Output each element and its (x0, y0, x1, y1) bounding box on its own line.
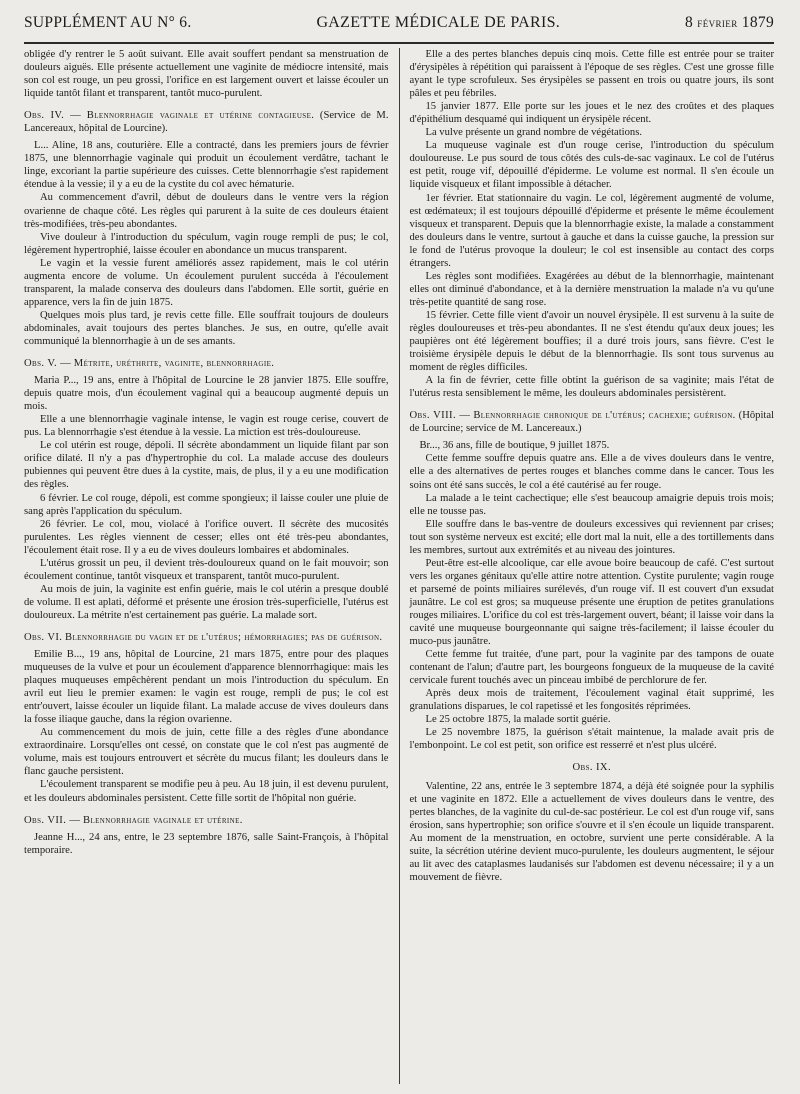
body-paragraph: Cette femme souffre depuis quatre ans. Elle a de vives douleurs dans le ventre, elle a des alternatives de pertes rouges et blanches comme dans le cancer. Tous les soins ont été sans succès, le col a été cautérisé au fer rouge. (409, 453, 774, 491)
issue-date (685, 14, 774, 32)
body-paragraph: Vive douleur à l'introduction du spéculum, vagin rouge rempli de pus; le col, légèrement hypertrophié, laisse écouler en abondance un mucus transparent. (24, 231, 389, 256)
observation-heading: Obs. IX. (572, 762, 611, 774)
supplement-label: SUPPLÉMENT AU N° 6. (24, 14, 192, 31)
body-paragraph: Cette femme fut traitée, d'une part, pour la vaginite par des tampons de ouate contenant de l'alun; d'autre part, les bourgeons fongueux de la muqueuse de la cavité cervicale furent touchés avec un pinceau imbibé de perchlorure de fer. (409, 649, 774, 687)
body-paragraph: Le col utérin est rouge, dépoli. Il sécrète abondamment un liquide filant par son orifice dilaté. Il n'y a pas d'hypertrophie du col. La malade accuse des douleurs pubiennes qui peuvent être dues à la cystite, mais, de plus, il y a eu une modification des règles. (24, 440, 389, 491)
issue-month: février (697, 15, 738, 30)
body-paragraph: Après deux mois de traitement, l'écoulement vaginal était supprimé, les granulations disparues, le col rapetissé et les fongosités réprimées. (409, 688, 774, 713)
body-paragraph: 1er février. Etat stationnaire du vagin. Le col, légèrement augmenté de volume, est œdémateux; il est toujours dépouillé d'épiderme et présente le même écoulement visqueux et transparent. Depuis que la blennorrhagie existe, la malade a constamment des douleurs dans le ventre, surtout à gauche et dans la cuisse gauche, la pression sur le fond de l'utérus provoque la douleur; le col est insensible au contact des corps étrangers. (409, 192, 774, 269)
issue-day: 8 (685, 14, 694, 31)
case-intro-paragraph: Maria P..., 19 ans, entre à l'hôpital de Lourcine le 28 janvier 1875. Elle souffre, depuis quatre mois, d'un écoulement vaginal qui a beaucoup augmenté depuis un mois. (24, 375, 389, 413)
body-paragraph: Elle a une blennorrhagie vaginale intense, le vagin est rouge cerise, couvert de pus. La blennorrhagie s'est étendue à la vessie. La miction est très-douloureuse. (24, 414, 389, 439)
observation-number: Obs. VIII. — (409, 410, 471, 422)
observation-service: (Hôpital de Lourcine; service de M. Lancereaux.) (409, 410, 774, 435)
body-paragraph: 15 janvier 1877. Elle porte sur les joues et le nez des croûtes et des plaques d'épithélium desquamé qui indiquent un érysipèle récent. (409, 101, 774, 126)
observation-number: Obs. VII. — (24, 814, 81, 826)
article-columns (24, 48, 774, 1084)
observation-title: Blennorrhagie vaginale et utérine contagieuse. (86, 110, 315, 122)
body-paragraph: L'utérus grossit un peu, il devient très-douloureux quand on le fait mouvoir; son écoulement continue, tantôt visqueux et transparent, tantôt muco-purulent. (24, 557, 389, 582)
case-intro-paragraph: Emilie B..., 19 ans, hôpital de Lourcine, 21 mars 1875, entre pour des plaques muqueuses de la vulve et pour un écoulement d'apparence blennorrhagique: mais les plaques muqueuses empêchèrent pendant un mois l'introduction du spéculum. En avril eut lieu le premier examen: le vagin est rouge, rempli de pus; le col est entr'ouvert, laisse écouler un liquide filant. La malade accuse de vives douleurs dans la fosse iliaque gauche, dans la région ovarienne. (24, 649, 389, 726)
body-paragraph: La muqueuse vaginale est d'un rouge cerise, l'introduction du spéculum douloureuse. Le pus sourd de tous côtés des culs-de-sac vaginaux. Le col de l'utérus est petit, rouge vif, dépouillé d'épiderme. Le volume est normal. Il s'en écoule un liquide visqueux et filant impossible à détacher. (409, 140, 774, 191)
body-paragraph: A la fin de février, cette fille obtint la guérison de sa vaginite; mais l'état de l'utérus resta sensiblement le même, les douleurs abdominales persistèrent. (409, 375, 774, 400)
body-paragraph: Au commencement d'avril, début de douleurs dans le ventre vers la région ovarienne de chaque côté. Les règles qui parurent à la suite de ces douleurs étaient très-modifiées, très-peu abondantes. (24, 192, 389, 230)
observation-title: Blennorrhagie vaginale et utérine. (82, 814, 243, 826)
journal-title: GAZETTE MÉDICALE DE PARIS. (316, 14, 561, 31)
header-rule (24, 42, 774, 44)
body-paragraph: Le 25 novembre 1875, la guérison s'était maintenue, la malade avait pris de l'embonpoint. Le col est petit, son orifice est resserré et n'est plus ulcéré. (409, 727, 774, 752)
body-paragraph: Au mois de juin, la vaginite est enfin guérie, mais le col utérin a presque doublé de volume. Il est aplati, déformé et présente une érosion très-superficielle, l'utérus est douloureux. La métrite n'est certainement pas guérie. La malade sort. (24, 583, 389, 621)
observation-heading (24, 631, 389, 644)
observation-number: Obs. IV. — (24, 110, 82, 122)
body-paragraph: La malade a le teint cachectique; elle s'est beaucoup amaigrie depuis trois mois; elle ne tousse pas. (409, 492, 774, 517)
observation-heading (24, 357, 389, 370)
body-paragraph: La vulve présente un grand nombre de végétations. (425, 127, 642, 139)
observation-heading (409, 409, 774, 435)
body-paragraph: obligée d'y rentrer le 5 août suivant. Elle avait souffert pendant sa menstruation de douleurs aiguës. Elle présente actuellement une vaginite de médiocre intensité, mais son col est rouge, un peu grossi, l'orifice en est largement ouvert et laisse écouler un liquide tantôt filant et transparent, tantôt muco-purulent. (24, 49, 389, 100)
body-paragraph: 6 février. Le col rouge, dépoli, est comme spongieux; il laisse couler une pluie de sang après l'application du spéculum. (24, 492, 389, 517)
case-intro-paragraph: Jeanne H..., 24 ans, entre, le 23 septembre 1876, salle Saint-François, à l'hôpital temporaire. (24, 831, 389, 856)
body-paragraph: Au commencement du mois de juin, cette fille a des règles d'une abondance extraordinaire. Lorsqu'elles ont cessé, on constate que le col n'est pas augmenté de volume, mais est toujours entrouvert et sécrète du mucus filant; les douleurs dans le flanc gauche persistent. (24, 727, 389, 778)
body-paragraph: Le 25 octobre 1875, la malade sortit guérie. (425, 714, 611, 726)
observation-service: (Service de M. Lancereaux, hôpital de Lourcine). (24, 110, 389, 135)
observation-number: Obs. VI. (24, 631, 63, 643)
right-column (399, 48, 774, 1084)
body-paragraph: Elle souffre dans le bas-ventre de douleurs excessives qui reviennent par crises; tout son système nerveux est excité; elle dort mal la nuit, elle a des tortillements dans les membres, surtout aux extrémités et au niveau des jointures. (409, 518, 774, 556)
observation-heading (24, 109, 389, 135)
observation-heading (24, 814, 389, 827)
observation-title: Blennorrhagie du vagin et de l'utérus; hémorrhagies; pas de guérison. (65, 631, 383, 643)
observation-title: Métrite, uréthrite, vaginite, blennorrhagie. (73, 358, 275, 370)
body-paragraph: 26 février. Le col, mou, violacé à l'orifice ouvert. Il sécrète des mucosités purulentes. Les règles viennent de cesser; elles ont été très-peu abondantes, l'écoulement était rose. Il y a eu de vives douleurs lombaires et abdominales. (24, 518, 389, 556)
body-paragraph: Valentine, 22 ans, entrée le 3 septembre 1874, a déjà été soignée pour la syphilis et une vaginite en 1872. Elle a actuellement de vives douleurs dans le ventre, des pertes blanches, de la vaginite du cul-de-sac postérieur. Le col est d'un rouge vif, sans érosion, sans hypertrophie; son orifice s'ouvre et il s'en écoule un liquide transparent. Au moment de la menstruation, en octobre, survient une perte considérable. A la suite, la sécrétion utérine devient muco-purulente, les douleurs augmentent, le séjour au lit avec des cataplasmes laudanisés sur l'abdomen est devenu nécessaire; il y a un mouvement de fièvre. (409, 780, 774, 883)
issue-year: 1879 (741, 14, 774, 31)
case-intro-paragraph: L... Aline, 18 ans, couturière. Elle a contracté, dans les premiers jours de février 1875, une blennorrhagie vaginale qui produit un écoulement verdâtre, tachant le linge, excoriant la partie supérieure des cuisses. Cette blennorrhagie s'est rapidement étendue à la vessie; il y a eu de la cystite du col avec hématurie. (24, 140, 389, 191)
case-intro-paragraph: Br..., 36 ans, fille de boutique, 9 juillet 1875. (419, 440, 610, 452)
body-paragraph: Peut-être est-elle alcoolique, car elle avoue boire beaucoup de café. C'est surtout vers les organes génitaux qu'elle attire notre attention. Cystite purulente; vagin rouge et parsemé de points miliaires surélevés, d'un rouge vif. Il est couvert d'un exsudat jaunâtre. Le col est gros; sa muqueuse présente une éruption de petites granulations rouges miliaires. L'orifice du col est très-largement ouvert, béant; il laisse voir dans la cavité une muqueuse bourgeonnante qui saigne très-facilement; il laisse écouler du muco-pus jaunâtre. (409, 557, 774, 648)
observation-title: Blennorrhagie chronique de l'utérus; cachexie; guérison. (473, 410, 736, 422)
page-header (24, 14, 774, 38)
body-paragraph: Elle a des pertes blanches depuis cinq mois. Cette fille est entrée pour se traiter d'érysipèles à répétition qui paraissent à l'époque de ses règles. C'est une grosse fille ayant le type scrofuleux. Ses érysipèles se passent en trois ou quatre jours, ils sont pâles et peu fébriles. (409, 49, 774, 100)
body-paragraph: Les règles sont modifiées. Exagérées au début de la blennorrhagie, maintenant elles ont diminué d'abondance, et à la dernière menstruation la malade n'a vu qu'une très-petite quantité de sang rose. (409, 270, 774, 308)
body-paragraph: Le vagin et la vessie furent améliorés assez rapidement, mais le col utérin augmenta encore de volume. Un écoulement purulent succéda à l'écoulement transparent, la malade conserva des douleurs dans l'abdomen. Elle sortit, guérie en apparence, vers la fin de juin 1875. (24, 257, 389, 308)
body-paragraph: Quelques mois plus tard, je revis cette fille. Elle souffrait toujours de douleurs abdominales, avait toujours des pertes blanches. Je sus, en outre, qu'elle avait communiqué la blennorrhagie à un de ses amants. (24, 309, 389, 347)
body-paragraph: L'écoulement transparent se modifie peu à peu. Au 18 juin, il est devenu purulent, et les douleurs abdominales persistent. Cette fille sortit de l'hôpital non guérie. (24, 779, 389, 804)
observation-number: Obs. V. — (24, 358, 72, 370)
left-column (24, 48, 399, 1084)
body-paragraph: 15 février. Cette fille vient d'avoir un nouvel érysipèle. Il est survenu à la suite de règles douloureuses et très-peu abondantes. Il ne s'est étendu qu'aux deux joues; les paupières ont été légèrement bouffies; il a duré trois jours, sans fièvre. C'est le troisième érysipèle depuis le début de la blennorrhagie. Ils sont tous survenus au moment de règles difficiles. (409, 309, 774, 374)
